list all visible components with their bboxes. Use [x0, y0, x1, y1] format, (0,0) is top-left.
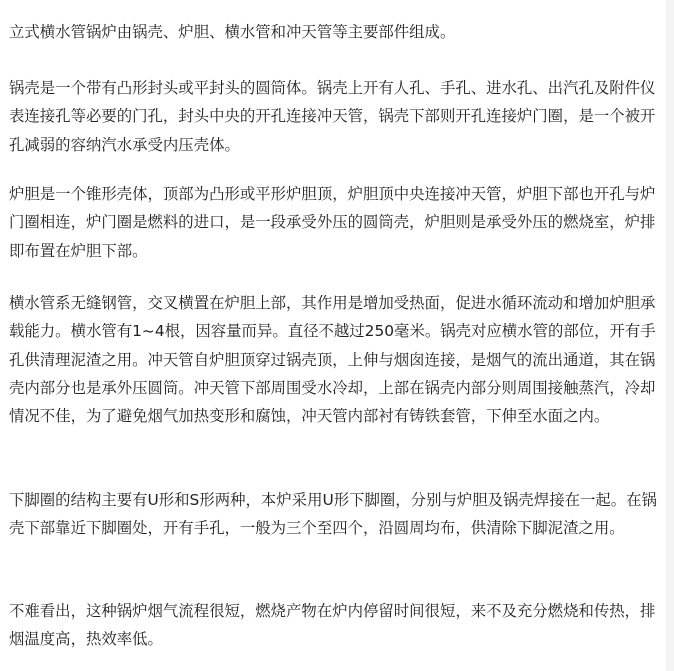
- page-edge-strip: [666, 0, 674, 671]
- paragraph-intro: 立式横水管锅炉由锅壳、炉胆、横水管和冲天管等主要部件组成。: [9, 23, 456, 41]
- paragraph-furnace: 炉胆是一个锥形壳体，顶部为凸形或平形炉胆顶，炉胆顶中央连接冲天管，炉胆下部也开孔与炉门圈相连，炉门圈是燃料的进口，是一段承受外压的圆筒壳，炉胆则是承受外压的燃烧室，炉排即布置在炉胆下部。: [9, 185, 656, 260]
- paragraph-cross-tubes: 横水管系无缝钢管，交叉横置在炉胆上部，其作用是增加受热面，促进水循环流动和增加炉胆承载能力。横水管有1~4根，因容量而异。直径不越过250毫米。锅壳对应横水管的部位，开有手孔供清理泥渣之用。冲天管自炉胆顶穿过锅壳顶，上伸与烟囱连接，是烟气的流出通道，其在锅壳内部分也是承外压圆筒。冲天管下部周围受水冷却，上部在锅壳内部分则周围接触蒸汽，冷却情况不佳，为了避免烟气加热变形和腐蚀，冲天管内部衬有铸铁套管，下伸至水面之内。: [9, 294, 656, 426]
- paragraph-conclusion: 不难看出，这种锅炉烟气流程很短，燃烧产物在炉内停留时间很短，来不及充分燃烧和传热，排烟温度高，热效率低。: [9, 602, 656, 649]
- paragraph-shell: 锅壳是一个带有凸形封头或平封头的圆筒体。锅壳上开有人孔、手孔、进水孔、出汽孔及附件仪表连接孔等必要的门孔，封头中央的开孔连接冲天管，锅壳下部则开孔连接炉门圈，是一个被开孔减弱的容纳汽水承受内压壳体。: [9, 79, 656, 154]
- paragraph-foot-ring: 下脚圈的结构主要有U形和S形两种，本炉采用U形下脚圈，分别与炉胆及锅壳焊接在一起。在锅壳下部靠近下脚圈处，开有手孔，一般为三个至四个，沿圆周均布，供清除下脚泥渣之用。: [9, 491, 657, 538]
